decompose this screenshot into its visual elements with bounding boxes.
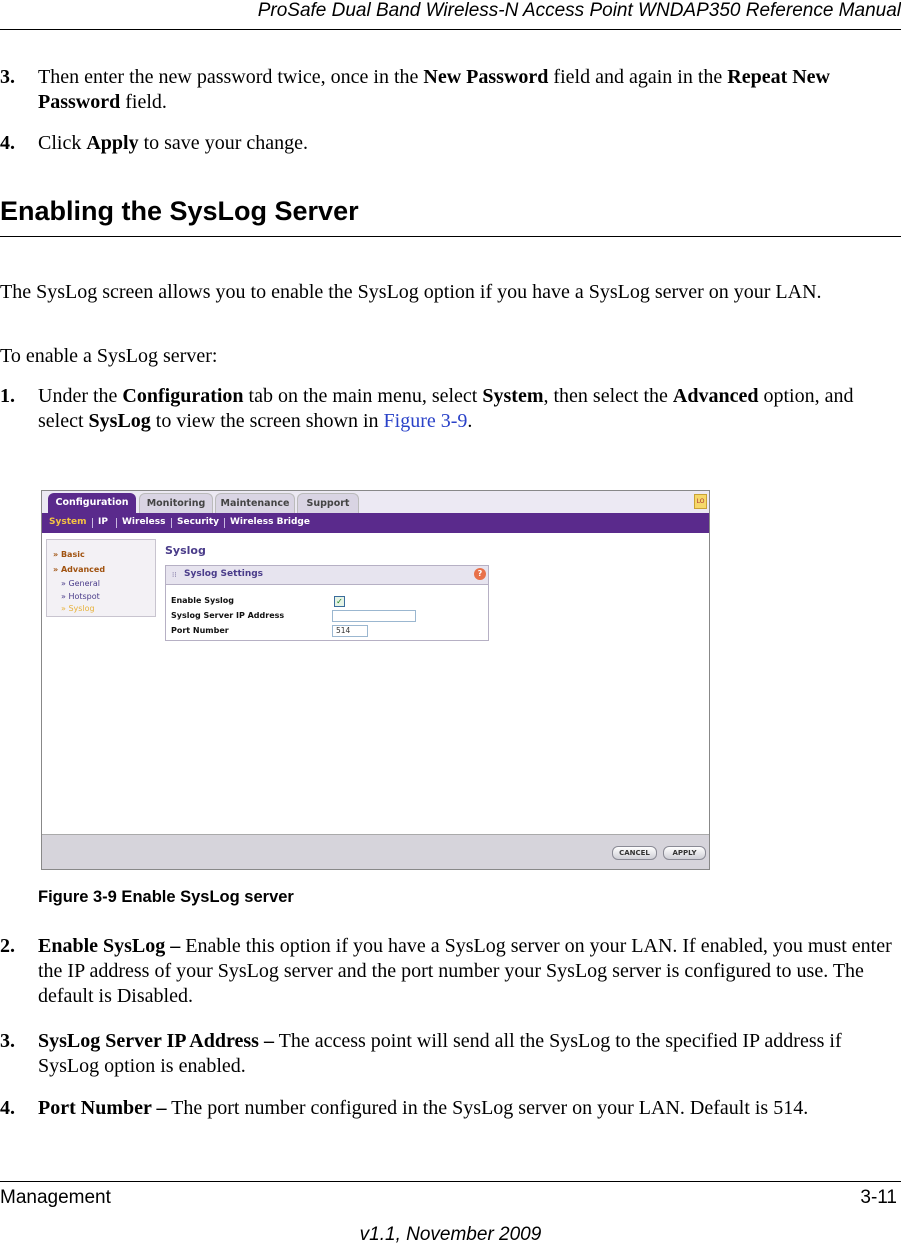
step-4 (0, 131, 901, 156)
step-number: 4. (0, 132, 15, 154)
subnav-wireless[interactable]: Wireless (122, 517, 166, 527)
panel-header (166, 566, 488, 585)
text: field and again in the (548, 66, 728, 88)
tab-bar (42, 491, 709, 513)
header-rule (0, 29, 901, 30)
bold-term: Enable SysLog – (38, 935, 181, 957)
bold-term: SysLog Server IP Address – (38, 1030, 274, 1052)
bold-term: Apply (86, 132, 139, 154)
text: to save your change. (138, 132, 308, 154)
menu-advanced[interactable]: » Advanced (53, 565, 106, 574)
footer-version: v1.1, November 2009 (359, 1224, 542, 1245)
syslog-settings-panel (165, 565, 489, 641)
subnav-security[interactable]: Security (177, 517, 220, 527)
step-number: 4. (0, 1097, 15, 1119)
menu-syslog[interactable]: » Syslog (61, 604, 95, 613)
footer-rule (0, 1181, 901, 1182)
text: tab on the main menu, select (243, 385, 483, 407)
desc-port-number (0, 1096, 901, 1146)
intro-paragraph: The SysLog screen allows you to enable the SysLog option if you have a SysLog server on your LAN. (0, 281, 822, 303)
action-bar (42, 834, 709, 870)
text: The port number configured in the SysLog server on your LAN. Default is 514. (166, 1097, 809, 1119)
tab-maintenance[interactable]: Maintenance (215, 493, 295, 514)
footer-chapter: Management (0, 1187, 111, 1208)
text: , then select the (543, 385, 673, 407)
text: Click (38, 132, 87, 154)
server-ip-input[interactable] (332, 610, 416, 622)
tab-monitoring[interactable]: Monitoring (139, 493, 213, 514)
subnav-ip[interactable]: IP (98, 517, 108, 527)
step-3 (0, 65, 901, 115)
section-rule (0, 236, 901, 237)
enable-syslog-checkbox[interactable]: ✓ (334, 596, 345, 607)
bold-term: Configuration (122, 385, 244, 407)
text: Then enter the new password twice, once in the (38, 66, 424, 88)
text: to view the screen shown in (150, 410, 384, 432)
grip-icon: ⁞⁞ (172, 571, 177, 579)
step-number: 2. (0, 935, 15, 957)
help-icon[interactable]: ? (474, 568, 486, 580)
divider (116, 518, 117, 528)
divider (92, 518, 93, 528)
divider (224, 518, 225, 528)
tab-configuration[interactable]: Configuration (48, 493, 136, 513)
cancel-button[interactable]: CANCEL (612, 846, 657, 860)
subnav-system[interactable]: System (49, 517, 87, 527)
port-number-label: Port Number (171, 626, 229, 635)
tab-support[interactable]: Support (297, 493, 359, 514)
bold-term: Advanced (672, 385, 759, 407)
step-number: 3. (0, 1030, 15, 1052)
bold-term: Port Number – (38, 1097, 167, 1119)
figure-caption: Figure 3-9 Enable SysLog server (38, 888, 294, 906)
page-title: Syslog (165, 544, 206, 557)
step-text (38, 65, 898, 115)
left-menu (46, 539, 156, 617)
step-number: 1. (0, 385, 15, 407)
port-number-input[interactable]: 514 (332, 625, 368, 637)
step-1 (0, 384, 901, 434)
step-text (38, 1029, 898, 1079)
enable-syslog-label: Enable Syslog (171, 596, 234, 605)
menu-general[interactable]: » General (61, 579, 100, 588)
step-text (38, 1096, 898, 1121)
divider (171, 518, 172, 528)
to-enable-text: To enable a SysLog server: (0, 345, 218, 367)
step-text (38, 384, 898, 434)
logout-icon[interactable]: LO (694, 494, 707, 509)
server-ip-label: Syslog Server IP Address (171, 611, 285, 620)
text: Enable this option if you have a SysLog server on your LAN. If enabled, you must enter the IP address of your SysLog server and the port number your SysLog server is configured to use. The default is Disabled. (38, 935, 892, 1007)
figure-link[interactable]: Figure 3-9 (383, 410, 468, 432)
running-header: ProSafe Dual Band Wireless-N Access Point WNDAP350 Reference Manual (257, 0, 901, 21)
sub-navigation (42, 513, 709, 533)
text: . (467, 410, 473, 432)
section-heading: Enabling the SysLog Server (0, 196, 359, 226)
text: The access point will send all the SysLog to the specified IP address if SysLog option is enabled. (38, 1030, 842, 1077)
bold-term: New Password (423, 66, 549, 88)
panel-title: Syslog Settings (184, 569, 264, 579)
step-number: 3. (0, 66, 15, 88)
menu-hotspot[interactable]: » Hotspot (61, 592, 100, 601)
menu-basic[interactable]: » Basic (53, 550, 85, 559)
desc-enable-syslog (0, 934, 901, 1009)
bold-term: System (482, 385, 544, 407)
text: option, and select (38, 385, 854, 432)
step-text (38, 934, 898, 1009)
bold-term: SysLog (88, 410, 151, 432)
text: field. (120, 91, 167, 113)
footer-page-number: 3-11 (860, 1187, 897, 1208)
step-text (38, 131, 898, 156)
subnav-wireless-bridge[interactable]: Wireless Bridge (230, 517, 310, 527)
desc-server-ip (0, 1029, 901, 1079)
text: Under the (38, 385, 123, 407)
apply-button[interactable]: APPLY (663, 846, 706, 860)
syslog-screenshot (41, 490, 710, 870)
bold-term: Repeat New Password (38, 66, 830, 113)
